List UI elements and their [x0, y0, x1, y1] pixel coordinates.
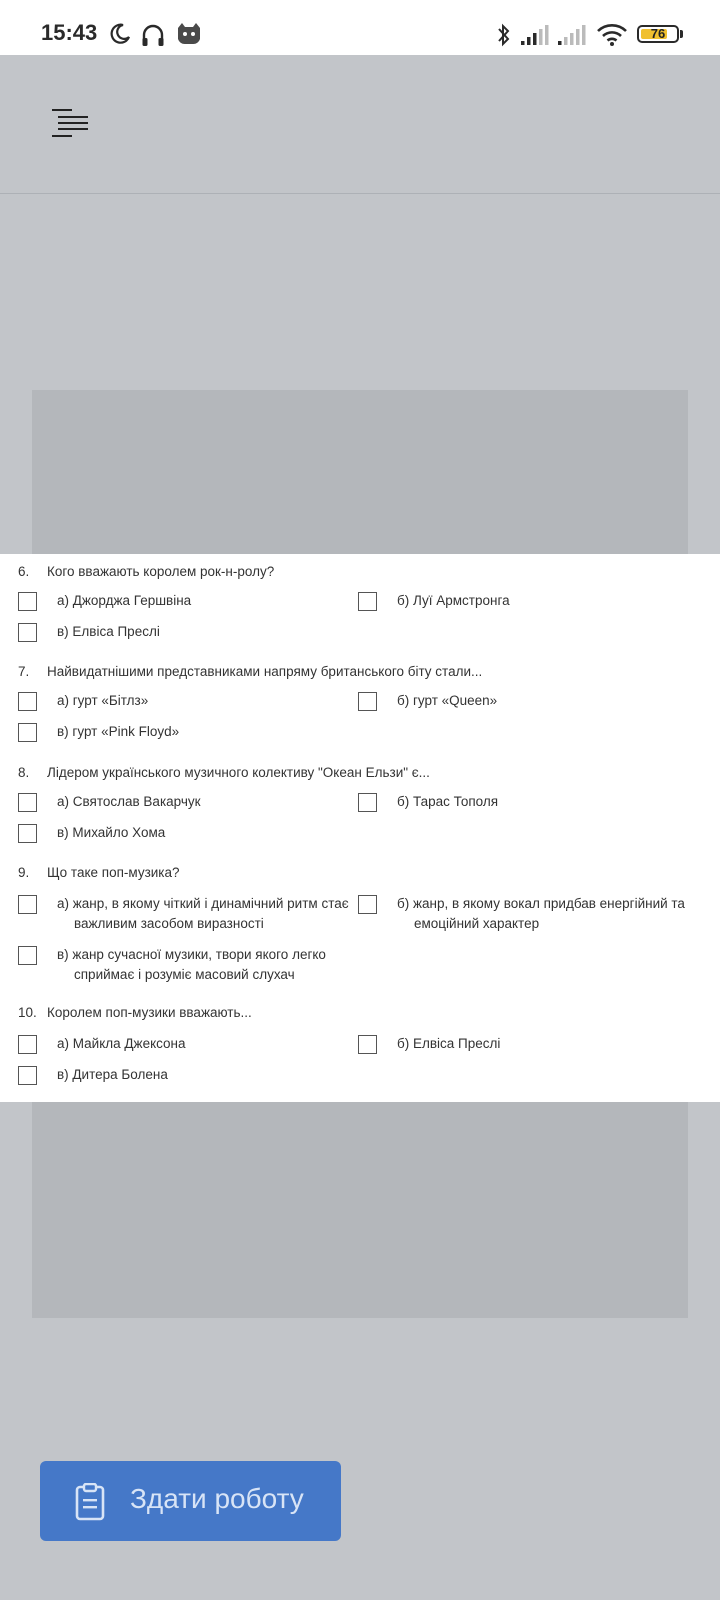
option-10a[interactable]	[18, 1035, 186, 1054]
checkbox[interactable]	[18, 1035, 37, 1054]
option-10c[interactable]	[18, 1066, 168, 1085]
checkbox[interactable]	[18, 692, 37, 711]
wifi-icon	[596, 22, 628, 48]
option-6a[interactable]	[18, 592, 191, 611]
question-text: Що таке поп-музика?	[47, 865, 180, 880]
option-label-line: емоційний характер	[414, 916, 540, 931]
option-8c[interactable]	[18, 824, 165, 843]
content-placeholder-bottom	[32, 1102, 688, 1318]
signal-icon	[520, 24, 550, 46]
option-label	[57, 945, 326, 985]
question-7	[18, 664, 482, 679]
option-8b[interactable]	[358, 793, 498, 812]
checkbox[interactable]	[358, 592, 377, 611]
quiz-sheet	[0, 554, 720, 1102]
cat-icon	[175, 22, 203, 46]
option-label: а) Святослав Вакарчук	[57, 794, 201, 809]
option-label: в) Дитера Болена	[57, 1067, 168, 1082]
question-10	[18, 1005, 252, 1020]
checkbox[interactable]	[18, 793, 37, 812]
checkbox[interactable]	[18, 946, 37, 965]
question-number: 7.	[18, 664, 30, 679]
bluetooth-icon	[496, 22, 512, 48]
question-text: Лідером українського музичного колективу "Океан Ельзи" є...	[47, 765, 430, 780]
option-label	[397, 894, 685, 934]
question-8	[18, 765, 430, 780]
battery-nub	[680, 30, 683, 38]
question-number: 8.	[18, 765, 30, 780]
question-number: 9.	[18, 865, 30, 880]
submit-work-label: Здати роботу	[130, 1483, 304, 1514]
battery-icon	[637, 25, 679, 43]
option-6c[interactable]	[18, 623, 160, 642]
submit-work-button[interactable]	[40, 1461, 341, 1541]
option-10b[interactable]	[358, 1035, 500, 1054]
option-7c[interactable]	[18, 723, 179, 742]
checkbox[interactable]	[18, 592, 37, 611]
status-bar	[0, 0, 720, 55]
battery-level: 76	[650, 26, 666, 41]
menu-icon[interactable]	[52, 108, 88, 140]
question-number: 10.	[18, 1005, 37, 1020]
question-text: Королем поп-музики вважають...	[47, 1005, 252, 1020]
option-label: а) Джорджа Гершвіна	[57, 593, 192, 608]
checkbox[interactable]	[18, 895, 37, 914]
headphones-icon	[140, 22, 166, 48]
option-label-line: а) жанр, в якому чіткий і динамічний ритм стає	[57, 896, 349, 911]
content-placeholder-top	[32, 390, 688, 554]
option-label: в) Елвіса Преслі	[57, 624, 160, 639]
option-label-line: важливим засобом виразності	[74, 916, 264, 931]
option-label	[57, 894, 349, 934]
checkbox[interactable]	[358, 1035, 377, 1054]
option-label: б) Тарас Тополя	[397, 794, 499, 809]
option-label-line: б) жанр, в якому вокал придбав енергійний та	[397, 896, 685, 911]
option-8a[interactable]	[18, 793, 201, 812]
status-time: 15:43	[41, 20, 98, 45]
app-header	[0, 55, 720, 194]
option-9b[interactable]	[358, 895, 685, 934]
moon-icon	[108, 22, 132, 46]
option-label: а) гурт «Бітлз»	[57, 693, 149, 708]
checkbox[interactable]	[18, 824, 37, 843]
question-6	[18, 564, 274, 579]
checkbox[interactable]	[358, 895, 377, 914]
question-text: Кого вважають королем рок-н-ролу?	[47, 564, 275, 579]
checkbox[interactable]	[18, 723, 37, 742]
checkbox[interactable]	[358, 692, 377, 711]
option-7b[interactable]	[358, 692, 497, 711]
option-label: а) Майкла Джексона	[57, 1036, 186, 1051]
option-7a[interactable]	[18, 692, 148, 711]
option-label-line: сприймає і розуміє масовий слухач	[74, 967, 295, 982]
signal-icon	[557, 24, 587, 46]
option-9a[interactable]	[18, 895, 349, 934]
option-label-line: в) жанр сучасної музики, твори якого легко	[57, 947, 326, 962]
question-9	[18, 865, 180, 880]
option-6b[interactable]	[358, 592, 510, 611]
option-label: в) Михайло Хома	[57, 825, 166, 840]
clipboard-icon	[75, 1483, 105, 1521]
option-label: б) Елвіса Преслі	[397, 1036, 501, 1051]
option-label: б) гурт «Queen»	[397, 693, 498, 708]
question-text: Найвидатнішими представниками напряму британського біту стали...	[47, 664, 483, 679]
option-label: в) гурт «Pink Floyd»	[57, 724, 180, 739]
checkbox[interactable]	[18, 623, 37, 642]
question-number: 6.	[18, 564, 30, 579]
checkbox[interactable]	[18, 1066, 37, 1085]
option-9c[interactable]	[18, 946, 326, 985]
option-label: б) Луї Армстронга	[397, 593, 510, 608]
checkbox[interactable]	[358, 793, 377, 812]
